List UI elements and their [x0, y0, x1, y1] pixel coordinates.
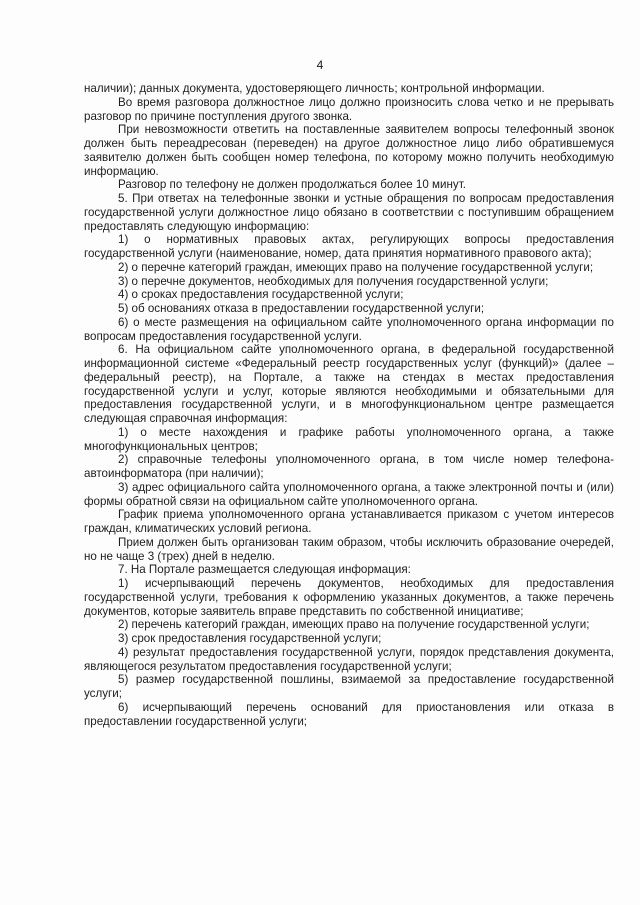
list-item: 2) перечень категорий граждан, имеющих право на получение государственной услуги;	[118, 618, 590, 632]
list-item: 5) размер государственной пошлины, взимаемой за предоставление государственной услуги;	[84, 673, 614, 700]
paragraph: 7. На Портале размещается следующая информация:	[118, 563, 411, 577]
paragraph: Во время разговора должностное лицо должно произносить слова четко и не прерывать разговор по причине поступления другого звонка.	[84, 95, 614, 123]
list-item: 3) срок предоставления государственной услуги;	[118, 632, 382, 645]
document-body	[84, 82, 614, 728]
paragraph: Разговор по телефону не должен продолжаться более 10 минут.	[118, 178, 466, 192]
paragraph: наличии); данных документа, удостоверяющего личность; контрольной информации.	[84, 82, 545, 95]
paragraph: 5. При ответах на телефонные звонки и устные обращения по вопросам предоставления государственной услуги должностное лицо обязано в соответствии с поступившим обращением предоставлять следующую информацию:	[84, 192, 614, 233]
list-item: 2) справочные телефоны уполномоченного органа, в том числе номер телефона-автоинформатора (при наличии);	[84, 453, 614, 480]
list-item: 3) о перечне документов, необходимых для получения государственной услуги;	[118, 274, 549, 288]
list-item: 6) о месте размещения на официальном сайте уполномоченного органа информации по вопросам предоставления государственной услуги.	[84, 315, 614, 343]
list-item: 2) о перечне категорий граждан, имеющих право на получение государственной услуги;	[118, 260, 594, 274]
list-item: 3) адрес официального сайта уполномоченного органа, а также электронной почты и (или) формы обратной связи на официальном сайте уполномоченного органа.	[84, 480, 614, 508]
paragraph: График приема уполномоченного органа устанавливается приказом с учетом интересов граждан, климатических условий региона.	[84, 508, 614, 535]
list-item: 5) об основаниях отказа в предоставлении государственной услуги;	[118, 302, 485, 315]
list-item: 4) результат предоставления государственной услуги, порядок представления документа, являющегося результатом предоставления государственной услуги;	[84, 645, 614, 673]
list-item: 1) исчерпывающий перечень документов, необходимых для предоставления государственной услуги, требования к оформлению указанных документов, а также перечень документов, которые заявитель вправе представить по собственной инициативе;	[84, 577, 614, 618]
paragraph: Прием должен быть организован таким образом, чтобы исключить образование очередей, но не чаще 3 (трех) дней в неделю.	[84, 535, 614, 563]
list-item: 6) исчерпывающий перечень оснований для приостановления или отказа в предоставлении государственной услуги;	[84, 700, 614, 728]
list-item: 1) о нормативных правовых актах, регулирующих вопросы предоставления государственной услуги (наименование, номер, дата принятия нормативного правового акта);	[84, 233, 614, 260]
paragraph: При невозможности ответить на поставленные заявителем вопросы телефонный звонок должен быть переадресован (переведен) на другое должностное лицо либо обратившемуся заявителю должен быть сообщен номер телефона, по которому можно получить необходимую информацию.	[84, 123, 614, 178]
page-number: 4	[316, 58, 324, 72]
list-item: 1) о месте нахождения и графике работы уполномоченного органа, а также многофункциональных центров;	[84, 425, 614, 453]
paragraph: 6. На официальном сайте уполномоченного органа, в федеральной государственной информационной системе «Федеральный реестр государственных услуг (функций)» (далее – федеральный реестр), на Портале, а также на стендах в местах предоставления государственной услуги и услуг, которые являются необходимыми и обязательными для предоставления государственной услуги, и в многофункциональном центре размещается следующая справочная информация:	[84, 343, 614, 425]
list-item: 4) о сроках предоставления государственной услуги;	[118, 288, 404, 302]
